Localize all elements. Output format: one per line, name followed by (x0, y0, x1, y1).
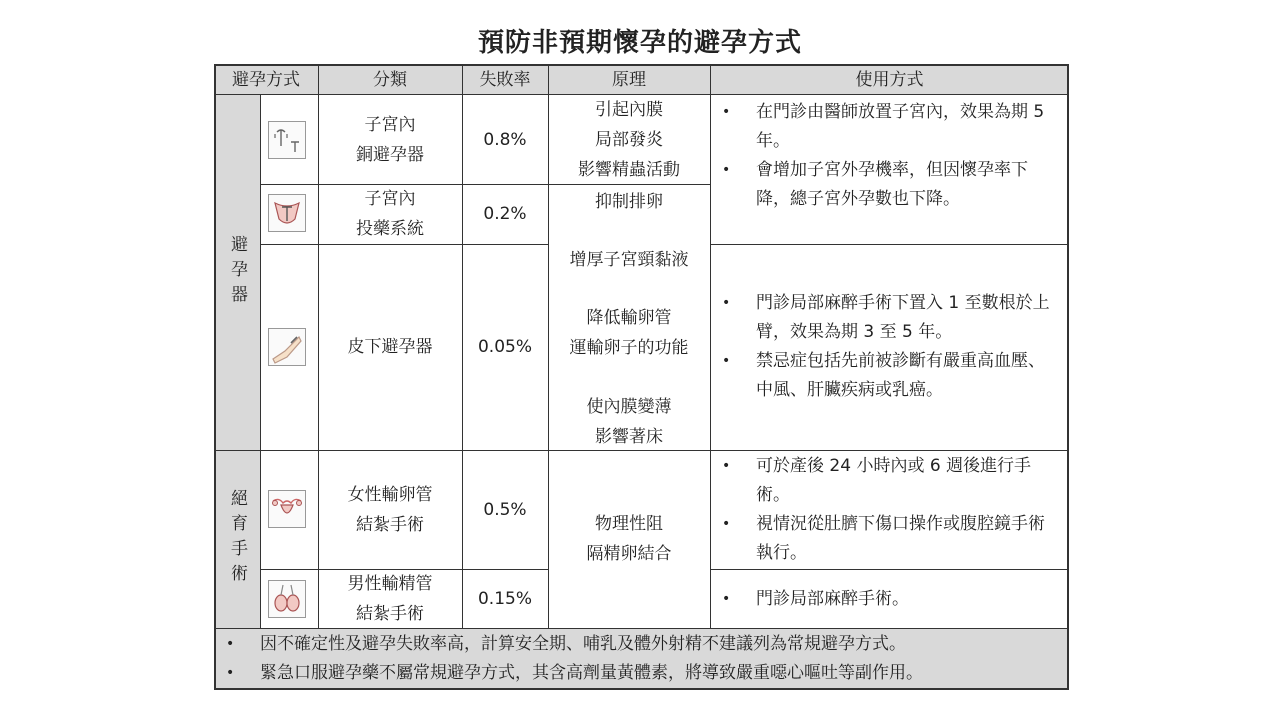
bullet-icon: • (722, 295, 731, 311)
table-line (710, 64, 711, 628)
bullet-text: 門診局部麻醉手術下置入 1 至數根於上臂，效果為期 3 至 5 年。 (756, 293, 1050, 342)
footer-note (214, 659, 1061, 688)
category-female-sterilization (318, 450, 462, 569)
category-line: 子宮內 (364, 114, 416, 135)
table-line (462, 64, 463, 628)
category-line: 結紮手術 (356, 603, 424, 624)
principle-line: 局部發炎 (595, 129, 663, 150)
group-device-text: 避孕器 (227, 235, 247, 310)
table-line (214, 628, 1069, 629)
principle-line: 影響著床 (595, 427, 663, 447)
rate-copper-iud: 0.8% (483, 129, 527, 150)
principle-line: 影響精蟲活動 (578, 159, 680, 180)
category-line: 子宮內 (364, 189, 416, 209)
copper-iud-icon (268, 121, 306, 159)
table-line (548, 64, 549, 628)
bullet-icon: • (722, 162, 731, 178)
bullet-item (710, 452, 1061, 510)
table-line (260, 184, 548, 185)
category-hormonal-iud (318, 184, 462, 244)
header-method: 避孕方式 (232, 69, 300, 90)
bullet-item (710, 510, 1061, 568)
principle-line: 運輸卵子的功能 (569, 338, 689, 358)
usage-iud (710, 98, 1069, 214)
bullet-icon: • (722, 516, 731, 532)
bullet-icon: • (226, 665, 235, 681)
bullet-item (710, 156, 1061, 214)
header-usage: 使用方式 (855, 69, 924, 90)
bullet-icon: • (722, 353, 731, 369)
table-line (318, 64, 319, 628)
table-border-bottom (214, 688, 1069, 690)
table-border-top (214, 64, 1069, 66)
category-male-sterilization (318, 569, 462, 628)
rate-hormonal-iud: 0.2% (483, 204, 527, 224)
principle-line: 抑制排卵 (595, 192, 663, 212)
footer-note (214, 630, 1061, 659)
category-line: 銅避孕器 (356, 144, 424, 165)
table-line (710, 244, 1069, 245)
rate-female-sterilization: 0.5% (483, 499, 527, 520)
bullet-text: 會增加子宮外孕機率，但因懷孕率下降，總子宮外孕數也下降。 (756, 160, 1028, 209)
bullet-item (710, 289, 1061, 347)
table-line (260, 95, 261, 628)
footer-note-text: 緊急口服避孕藥不屬常規避孕方式，其含高劑量黃體素，將導致嚴重噁心嘔吐等副作用。 (260, 663, 923, 683)
rate-male-sterilization: 0.15% (477, 588, 532, 609)
table-line (260, 569, 548, 570)
principle-line: 增厚子宮頸黏液 (569, 250, 689, 270)
bullet-icon: • (226, 636, 235, 652)
testes-icon (268, 580, 306, 618)
bullet-item (710, 98, 1061, 156)
principle-physical (548, 450, 710, 628)
bullet-text: 可於產後 24 小時內或 6 週後進行手術。 (756, 456, 1032, 505)
usage-male (710, 585, 1069, 614)
group-label-sterilization (214, 450, 260, 628)
category-implant: 皮下避孕器 (347, 337, 433, 357)
rate-implant: 0.05% (477, 337, 532, 357)
bullet-text: 在門診由醫師放置子宮內，效果為期 5 年。 (756, 102, 1045, 151)
header-category: 分類 (373, 69, 407, 90)
group-label-device (214, 95, 260, 450)
bullet-item (710, 585, 1061, 614)
bullet-text: 視情況從肚臍下傷口操作或腹腔鏡手術執行。 (756, 514, 1045, 563)
bullet-icon: • (722, 591, 731, 607)
principle-line: 降低輸卵管 (586, 308, 672, 328)
header-failure-rate: 失敗率 (479, 69, 531, 90)
bullet-text: 禁忌症包括先前被診斷有嚴重高血壓、中風、肝臟疾病或乳癌。 (756, 351, 1045, 400)
category-copper-iud (318, 95, 462, 184)
usage-implant (710, 289, 1069, 405)
header-principle: 原理 (612, 69, 646, 90)
hormonal-iud-icon (268, 194, 306, 232)
uterus-icon (268, 490, 306, 528)
bullet-item (710, 347, 1061, 405)
principle-line: 使內膜變薄 (586, 397, 672, 417)
bullet-icon: • (722, 104, 731, 120)
table-line (710, 569, 1069, 570)
usage-female (710, 452, 1069, 568)
principle-line: 隔精卵結合 (586, 544, 672, 564)
table-line (214, 450, 1069, 451)
group-sterilization-text: 絕育手術 (227, 489, 247, 589)
category-line: 女性輸卵管 (347, 484, 433, 505)
arm-implant-icon (268, 328, 306, 366)
principle-hormonal (548, 184, 710, 450)
table-line (548, 184, 710, 185)
page-title: 預防非預期懷孕的避孕方式 (477, 28, 802, 58)
bullet-icon: • (722, 458, 731, 474)
principle-line: 物理性阻 (595, 514, 663, 534)
footer-notes (214, 630, 1069, 688)
table-border-right (1067, 64, 1069, 690)
principle-copper (548, 95, 710, 184)
principle-line: 引起內膜 (595, 99, 663, 120)
table-border-left (214, 64, 216, 690)
category-line: 結紮手術 (356, 514, 424, 535)
category-line: 投藥系統 (356, 219, 424, 239)
table-line (214, 94, 1069, 95)
category-line: 男性輸精管 (347, 573, 433, 594)
table-line (260, 244, 548, 245)
bullet-text: 門診局部麻醉手術。 (756, 589, 909, 609)
footer-note-text: 因不確定性及避孕失敗率高，計算安全期、哺乳及體外射精不建議列為常規避孕方式。 (260, 634, 906, 654)
